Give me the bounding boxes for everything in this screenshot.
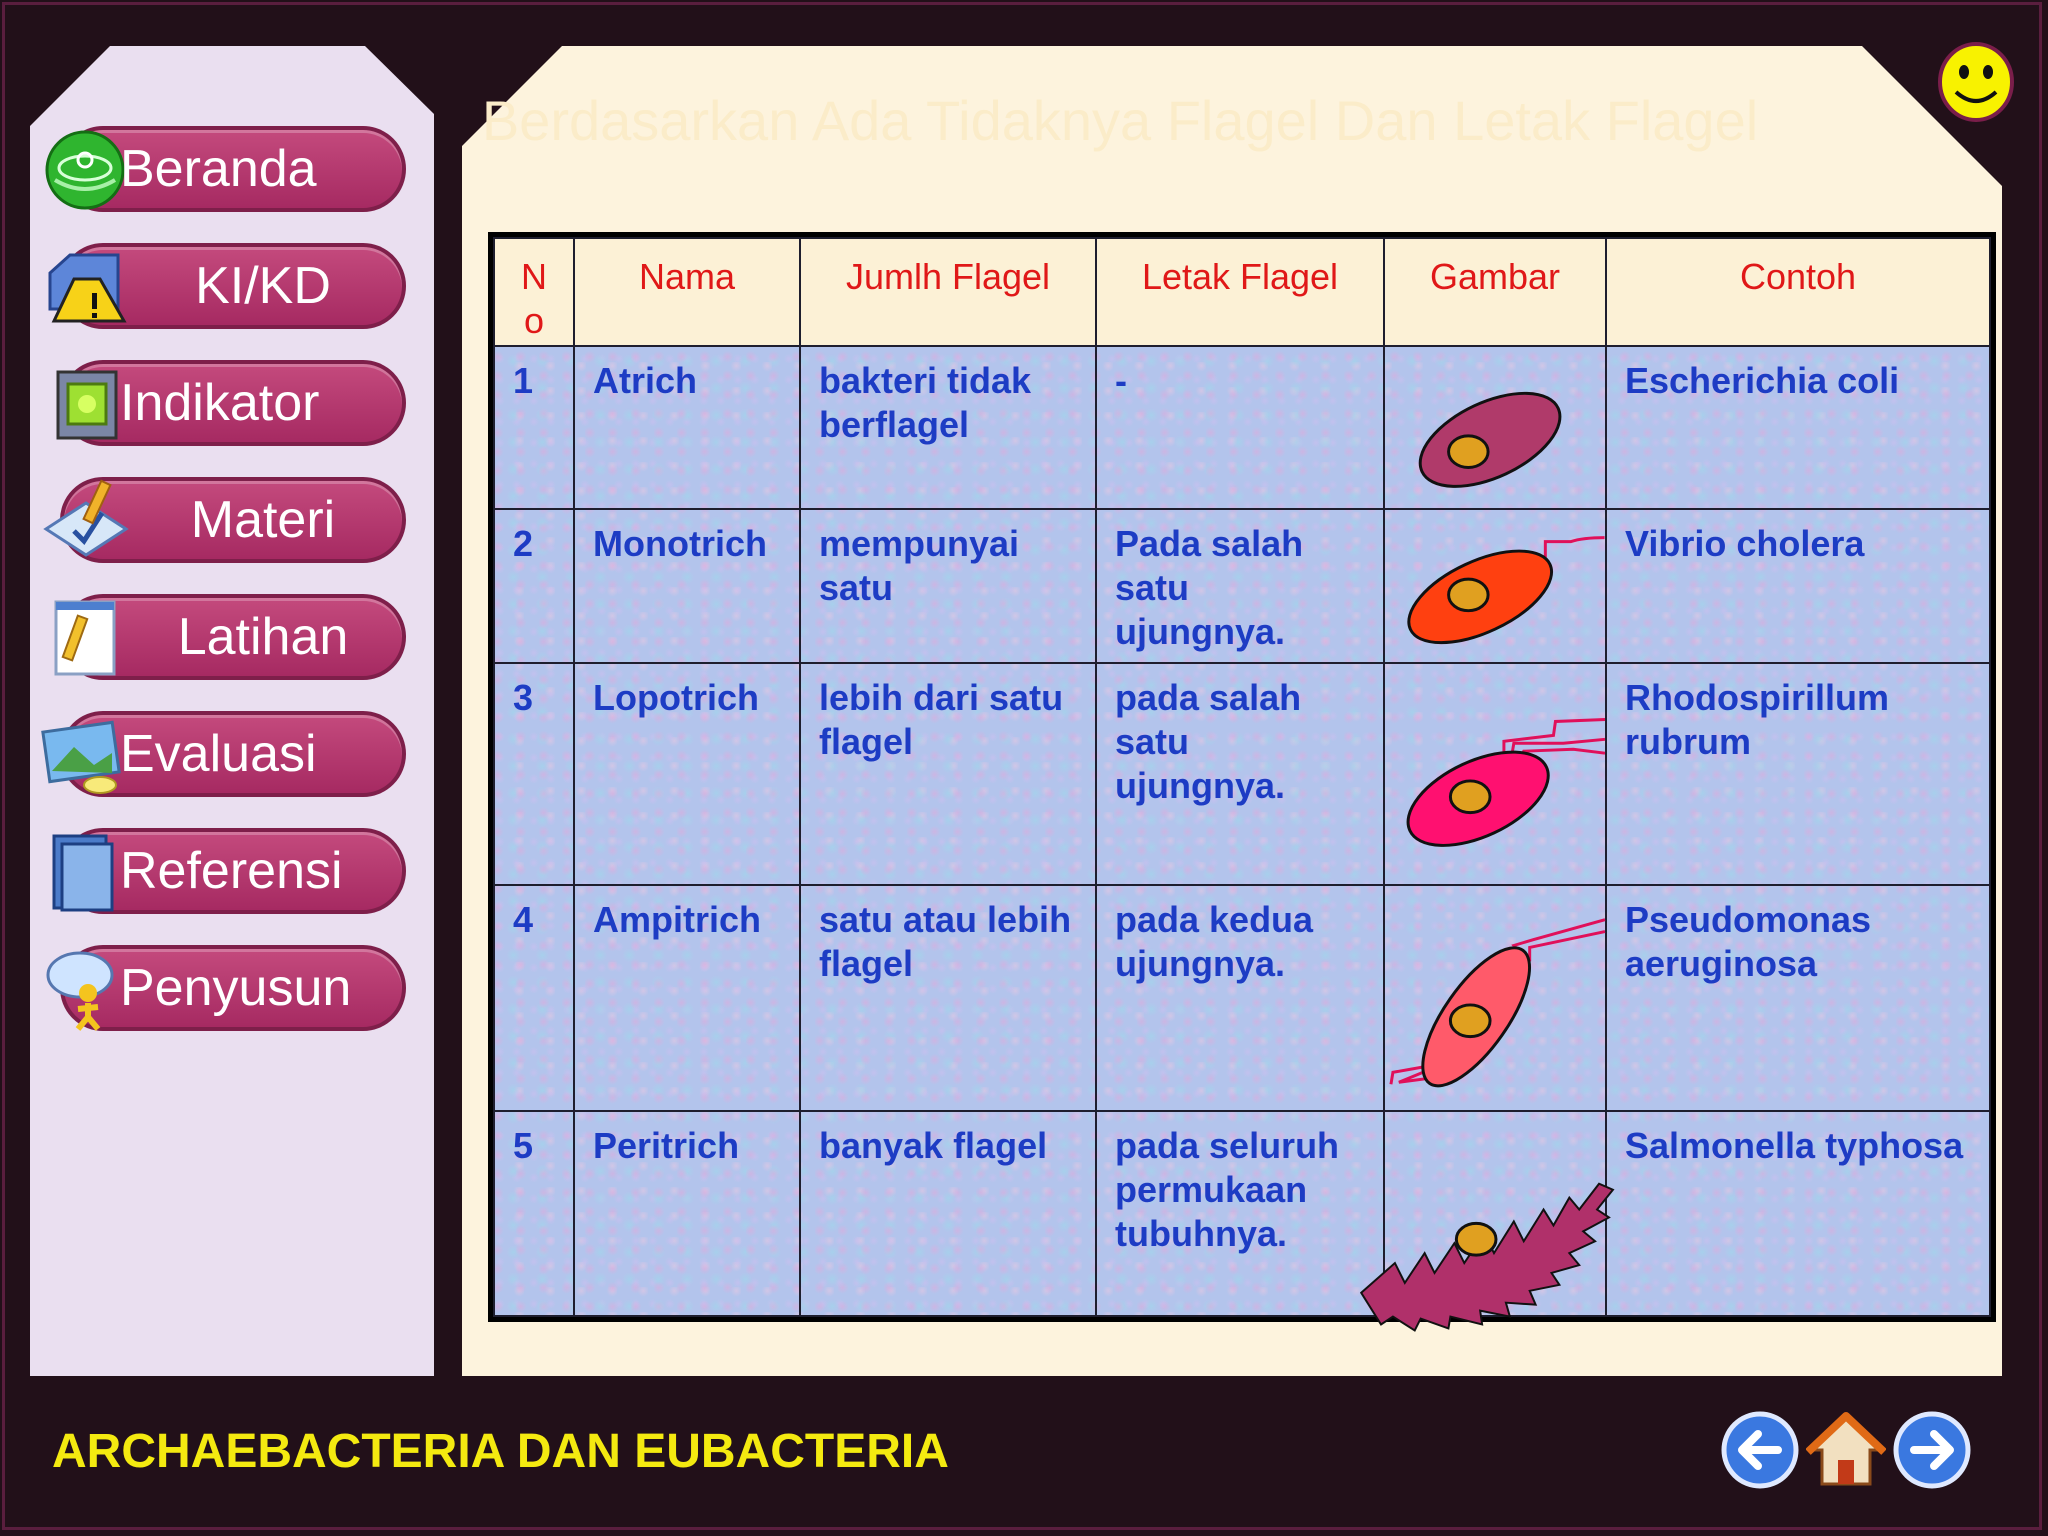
cell-letak: - bbox=[1096, 346, 1384, 509]
cell-no: 4 bbox=[494, 885, 574, 1111]
cell-gambar bbox=[1384, 885, 1606, 1111]
menu-button-ki-kd[interactable] bbox=[40, 243, 406, 329]
menu-label: Materi bbox=[190, 491, 336, 549]
cell-letak: Pada salah satu ujungnya. bbox=[1096, 509, 1384, 663]
cell-jumlah: banyak flagel bbox=[800, 1111, 1096, 1316]
menu-button-indikator[interactable] bbox=[40, 360, 406, 446]
notepad-icon bbox=[40, 596, 130, 680]
forward-arrow-icon[interactable] bbox=[1892, 1410, 1972, 1490]
folder-warning-icon bbox=[40, 245, 130, 329]
cell-contoh: Pseudomonas aeruginosa bbox=[1606, 885, 1990, 1111]
menu-button-materi[interactable] bbox=[40, 477, 406, 563]
cell-nama: Atrich bbox=[574, 346, 800, 509]
table-row bbox=[494, 346, 1990, 509]
cell-gambar bbox=[1384, 509, 1606, 663]
flagel-table bbox=[488, 232, 1996, 1322]
cell-jumlah: bakteri tidak berflagel bbox=[800, 346, 1096, 509]
menu-label: Beranda bbox=[120, 140, 317, 198]
cell-contoh: Escherichia coli bbox=[1606, 346, 1990, 509]
cell-gambar bbox=[1384, 1111, 1606, 1316]
menu-button-latihan[interactable] bbox=[40, 594, 406, 680]
footer-title: ARCHAEBACTERIA DAN EUBACTERIA bbox=[52, 1425, 949, 1478]
menu-label: Penyusun bbox=[120, 959, 352, 1017]
menu-label: Latihan bbox=[177, 608, 349, 666]
back-arrow-icon[interactable] bbox=[1720, 1410, 1800, 1490]
cell-letak: pada salah satu ujungnya. bbox=[1096, 663, 1384, 885]
page-title: Berdasarkan Ada Tidaknya Flagel Dan Letak Flagel bbox=[481, 89, 1759, 152]
cell-jumlah: lebih dari satu flagel bbox=[800, 663, 1096, 885]
menu-button-beranda[interactable] bbox=[40, 126, 406, 212]
header-gambar: Gambar bbox=[1384, 238, 1606, 346]
menu-button-referensi[interactable] bbox=[40, 828, 406, 914]
smiley-icon[interactable] bbox=[1936, 40, 2016, 124]
cell-contoh: Rhodospirillum rubrum bbox=[1606, 663, 1990, 885]
cell-gambar bbox=[1384, 346, 1606, 509]
cell-no: 1 bbox=[494, 346, 574, 509]
table-header-row bbox=[494, 238, 1990, 346]
menu-label: Referensi bbox=[120, 842, 343, 900]
menu-button-penyusun[interactable] bbox=[40, 945, 406, 1031]
cell-contoh: Salmonella typhosa bbox=[1606, 1111, 1990, 1316]
header-contoh: Contoh bbox=[1606, 238, 1990, 346]
ampitrich-bacteria-drawing bbox=[1385, 886, 1605, 1110]
cell-nama: Lopotrich bbox=[574, 663, 800, 885]
cell-jumlah: mempunyai satu bbox=[800, 509, 1096, 663]
cell-no: 5 bbox=[494, 1111, 574, 1316]
cell-nama: Peritrich bbox=[574, 1111, 800, 1316]
table-row bbox=[494, 885, 1990, 1111]
lopotrich-bacteria-drawing bbox=[1385, 664, 1605, 884]
header-nama: Nama bbox=[574, 238, 800, 346]
cell-gambar bbox=[1384, 663, 1606, 885]
header-no: N o bbox=[494, 238, 574, 346]
header-letak-flagel: Letak Flagel bbox=[1096, 238, 1384, 346]
cell-letak: pada seluruh permukaan tubuhnya. bbox=[1096, 1111, 1384, 1316]
cell-contoh: Vibrio cholera bbox=[1606, 509, 1990, 663]
table-row bbox=[494, 663, 1990, 885]
cell-letak: pada kedua ujungnya. bbox=[1096, 885, 1384, 1111]
atrich-bacteria-drawing bbox=[1385, 347, 1605, 508]
cell-no: 2 bbox=[494, 509, 574, 663]
table-row bbox=[494, 1111, 1990, 1316]
home-icon[interactable] bbox=[1806, 1410, 1886, 1490]
table-row bbox=[494, 509, 1990, 663]
peritrich-bacteria-drawing bbox=[1385, 1112, 1605, 1315]
cell-jumlah: satu atau lebih flagel bbox=[800, 885, 1096, 1111]
cell-no: 3 bbox=[494, 663, 574, 885]
monotrich-bacteria-drawing bbox=[1385, 510, 1605, 662]
menu-label: Evaluasi bbox=[120, 725, 317, 783]
menu-button-evaluasi[interactable] bbox=[40, 711, 406, 797]
menu-label: Indikator bbox=[120, 374, 320, 432]
cell-nama: Monotrich bbox=[574, 509, 800, 663]
cell-nama: Ampitrich bbox=[574, 885, 800, 1111]
pencil-check-icon bbox=[40, 479, 130, 563]
header-jumlah-flagel: Jumlh Flagel bbox=[800, 238, 1096, 346]
menu-label: KI/KD bbox=[195, 257, 331, 315]
